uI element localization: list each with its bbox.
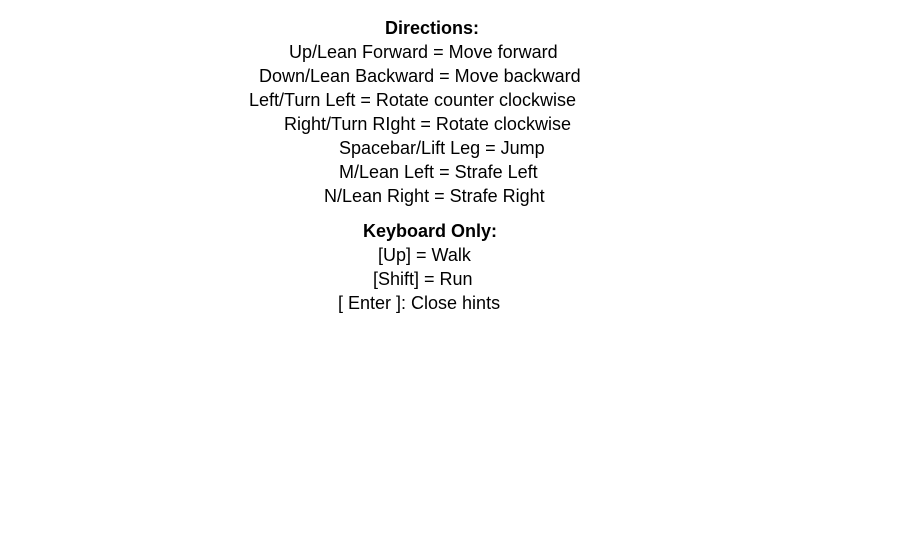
direction-hint-strafe-right: N/Lean Right = Strafe Right bbox=[324, 186, 545, 206]
direction-hint-move-forward: Up/Lean Forward = Move forward bbox=[289, 42, 558, 62]
direction-hint-jump: Spacebar/Lift Leg = Jump bbox=[339, 138, 545, 158]
keyboard-hint-close-hints: [ Enter ]: Close hints bbox=[338, 293, 501, 313]
direction-hint-strafe-left: M/Lean Left = Strafe Left bbox=[339, 162, 538, 182]
direction-hint-move-backward: Down/Lean Backward = Move backward bbox=[259, 66, 581, 86]
direction-hint-rotate-cw: Right/Turn RIght = Rotate clockwise bbox=[284, 114, 571, 134]
keyboard-hint-walk: [Up] = Walk bbox=[378, 245, 471, 265]
direction-hint-rotate-ccw: Left/Turn Left = Rotate counter clockwise bbox=[249, 90, 576, 110]
directions-heading: Directions: bbox=[385, 18, 480, 38]
keyboard-hint-run: [Shift] = Run bbox=[373, 269, 473, 289]
keyboard-only-heading: Keyboard Only: bbox=[363, 221, 498, 241]
